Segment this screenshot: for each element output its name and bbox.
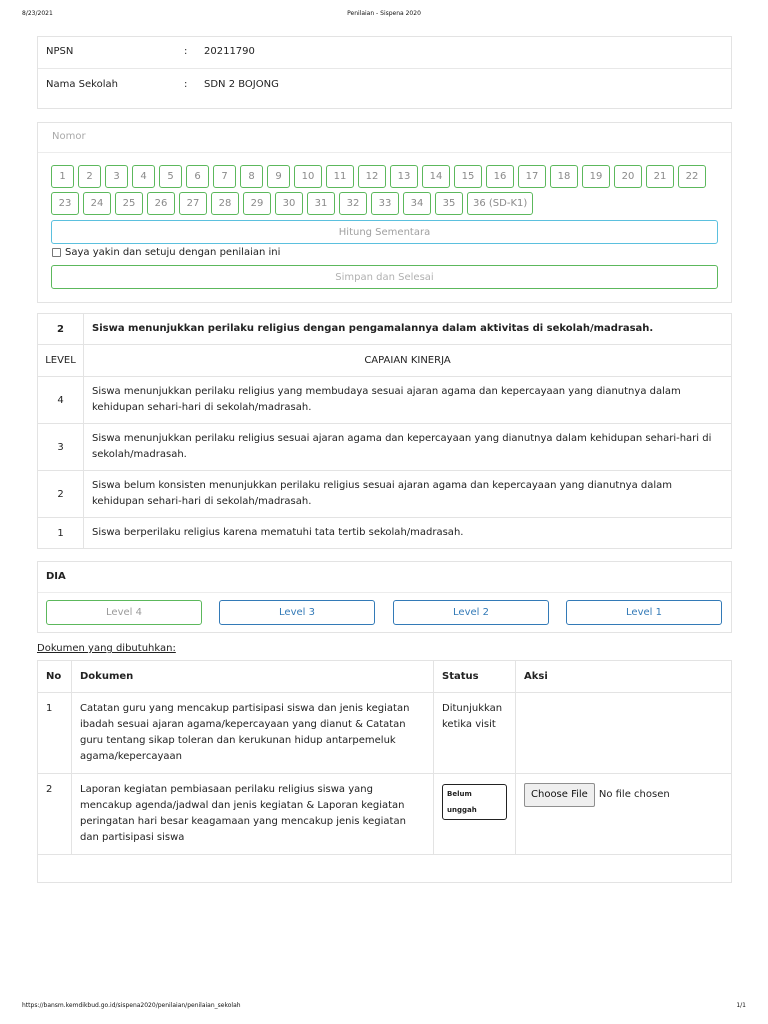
documents-empty-row bbox=[38, 855, 732, 883]
level-number: 4 bbox=[38, 377, 84, 424]
npsn-label: NPSN bbox=[46, 46, 74, 57]
assessment-card bbox=[37, 561, 732, 633]
number-button[interactable]: 23 bbox=[51, 192, 79, 215]
nomor-title: Nomor bbox=[52, 131, 86, 142]
document-action bbox=[516, 774, 732, 855]
number-button[interactable]: 4 bbox=[132, 165, 155, 188]
criteria-header-row bbox=[38, 314, 732, 345]
document-row bbox=[38, 693, 732, 774]
nomor-card bbox=[37, 122, 732, 303]
criteria-level-row bbox=[38, 471, 732, 518]
number-button-grid bbox=[51, 165, 731, 215]
number-button[interactable]: 26 bbox=[147, 192, 175, 215]
criteria-level-row bbox=[38, 518, 732, 549]
number-button[interactable]: 17 bbox=[518, 165, 546, 188]
number-button[interactable]: 28 bbox=[211, 192, 239, 215]
assessment-header bbox=[38, 562, 731, 593]
print-page-number: 1/1 bbox=[736, 1002, 746, 1009]
choose-file-button[interactable]: Choose File bbox=[524, 783, 595, 807]
number-button[interactable]: 16 bbox=[486, 165, 514, 188]
level-4-button[interactable]: Level 4 bbox=[46, 600, 202, 625]
level-column-header: LEVEL bbox=[38, 345, 84, 377]
level-1-button[interactable]: Level 1 bbox=[566, 600, 722, 625]
school-info-card bbox=[37, 36, 732, 109]
file-input[interactable] bbox=[524, 783, 723, 807]
agree-label: Saya yakin dan setuju dengan penilaian ini bbox=[65, 247, 281, 258]
number-button[interactable]: 25 bbox=[115, 192, 143, 215]
print-url: https://bansm.kemdikbud.go.id/sispena2020/penilaian/penilaian_sekolah bbox=[22, 1002, 241, 1009]
school-name-separator: : bbox=[184, 79, 188, 90]
number-button[interactable]: 34 bbox=[403, 192, 431, 215]
no-column-header: No bbox=[38, 661, 72, 693]
empty-cell bbox=[38, 855, 732, 883]
document-description: Laporan kegiatan pembiasaan perilaku religius siswa yang mencakup agenda/jadwal dan jenis kegiatan & Laporan kegiatan peringatan hari besar keagamaan yang mencakup jenis kegiatan dan partisipasi siswa bbox=[72, 774, 434, 855]
level-description: Siswa menunjukkan perilaku religius sesuai ajaran agama dan kepercayaan yang dianutnya dalam kehidupan sehari-hari di sekolah/madrasah. bbox=[84, 424, 732, 471]
documents-label: Dokumen yang dibutuhkan: bbox=[37, 643, 176, 654]
criteria-table bbox=[37, 313, 732, 549]
level-3-button[interactable]: Level 3 bbox=[219, 600, 375, 625]
capaian-column-header: CAPAIAN KINERJA bbox=[84, 345, 732, 377]
school-name-value: SDN 2 BOJONG bbox=[204, 79, 279, 90]
hitung-sementara-button[interactable]: Hitung Sementara bbox=[51, 220, 718, 244]
number-button[interactable]: 3 bbox=[105, 165, 128, 188]
print-date: 8/23/2021 bbox=[22, 10, 53, 17]
npsn-separator: : bbox=[184, 46, 188, 57]
number-button[interactable]: 21 bbox=[646, 165, 674, 188]
aksi-column-header: Aksi bbox=[516, 661, 732, 693]
level-number: 1 bbox=[38, 518, 84, 549]
number-button[interactable]: 6 bbox=[186, 165, 209, 188]
level-number: 2 bbox=[38, 471, 84, 518]
npsn-value: 20211790 bbox=[204, 46, 255, 57]
file-status-text: No file chosen bbox=[598, 789, 670, 800]
number-button[interactable]: 18 bbox=[550, 165, 578, 188]
criteria-number: 2 bbox=[38, 314, 84, 345]
number-button[interactable]: 30 bbox=[275, 192, 303, 215]
number-button[interactable]: 20 bbox=[614, 165, 642, 188]
documents-table bbox=[37, 660, 732, 883]
document-action bbox=[516, 693, 732, 774]
number-button[interactable]: 5 bbox=[159, 165, 182, 188]
status-column-header: Status bbox=[434, 661, 516, 693]
agree-checkbox-row[interactable] bbox=[52, 247, 280, 258]
number-button[interactable]: 31 bbox=[307, 192, 335, 215]
document-row bbox=[38, 774, 732, 855]
documents-header-row bbox=[38, 661, 732, 693]
level-description: Siswa belum konsisten menunjukkan perilaku religius sesuai ajaran agama dan kepercayaan yang dianutnya dalam kehidupan sehari-hari di sekolah/madrasah. bbox=[84, 471, 732, 518]
document-status bbox=[434, 774, 516, 855]
number-button[interactable]: 12 bbox=[358, 165, 386, 188]
upload-status-badge: Belum unggah bbox=[442, 784, 507, 820]
number-button[interactable]: 35 bbox=[435, 192, 463, 215]
level-number: 3 bbox=[38, 424, 84, 471]
number-button[interactable]: 22 bbox=[678, 165, 706, 188]
number-button[interactable]: 29 bbox=[243, 192, 271, 215]
number-button[interactable]: 33 bbox=[371, 192, 399, 215]
dokumen-column-header: Dokumen bbox=[72, 661, 434, 693]
print-title: Penilaian - Sispena 2020 bbox=[347, 10, 421, 17]
number-button[interactable]: 9 bbox=[267, 165, 290, 188]
level-description: Siswa menunjukkan perilaku religius yang membudaya sesuai ajaran agama dan kepercayaan yang dianutnya dalam kehidupan sehari-hari di sekolah/madrasah. bbox=[84, 377, 732, 424]
criteria-level-row bbox=[38, 377, 732, 424]
criteria-statement: Siswa menunjukkan perilaku religius dengan pengamalannya dalam aktivitas di sekolah/madrasah. bbox=[84, 314, 732, 345]
npsn-row bbox=[38, 37, 731, 69]
criteria-level-row bbox=[38, 424, 732, 471]
school-name-label: Nama Sekolah bbox=[46, 79, 118, 90]
number-button[interactable]: 13 bbox=[390, 165, 418, 188]
number-button[interactable]: 19 bbox=[582, 165, 610, 188]
number-button[interactable]: 2 bbox=[78, 165, 101, 188]
document-number: 2 bbox=[38, 774, 72, 855]
number-button[interactable]: 1 bbox=[51, 165, 74, 188]
number-button[interactable]: 8 bbox=[240, 165, 263, 188]
document-status: Ditunjukkan ketika visit bbox=[434, 693, 516, 774]
number-button[interactable]: 11 bbox=[326, 165, 354, 188]
simpan-selesai-button[interactable]: Simpan dan Selesai bbox=[51, 265, 718, 289]
agree-checkbox[interactable] bbox=[52, 248, 61, 257]
assessment-title: DIA bbox=[46, 571, 66, 582]
document-number: 1 bbox=[38, 693, 72, 774]
number-button[interactable]: 32 bbox=[339, 192, 367, 215]
level-description: Siswa berperilaku religius karena mematuhi tata tertib sekolah/madrasah. bbox=[84, 518, 732, 549]
criteria-columns-row bbox=[38, 345, 732, 377]
number-button[interactable]: 7 bbox=[213, 165, 236, 188]
number-button[interactable]: 36 (SD-K1) bbox=[467, 192, 533, 215]
print-header bbox=[22, 10, 746, 22]
number-button[interactable]: 10 bbox=[294, 165, 322, 188]
number-button[interactable]: 14 bbox=[422, 165, 450, 188]
school-name-row bbox=[38, 70, 731, 102]
document-description: Catatan guru yang mencakup partisipasi siswa dan jenis kegiatan ibadah sesuai ajaran agama/kepercayaan yang dianut & Catatan guru tentang sikap toleran dan kerukunan hidup antarpemeluk agama/kepercayaan bbox=[72, 693, 434, 774]
nomor-header bbox=[38, 123, 731, 153]
number-button[interactable]: 24 bbox=[83, 192, 111, 215]
number-button[interactable]: 15 bbox=[454, 165, 482, 188]
number-button[interactable]: 27 bbox=[179, 192, 207, 215]
print-footer bbox=[22, 1002, 746, 1014]
level-2-button[interactable]: Level 2 bbox=[393, 600, 549, 625]
